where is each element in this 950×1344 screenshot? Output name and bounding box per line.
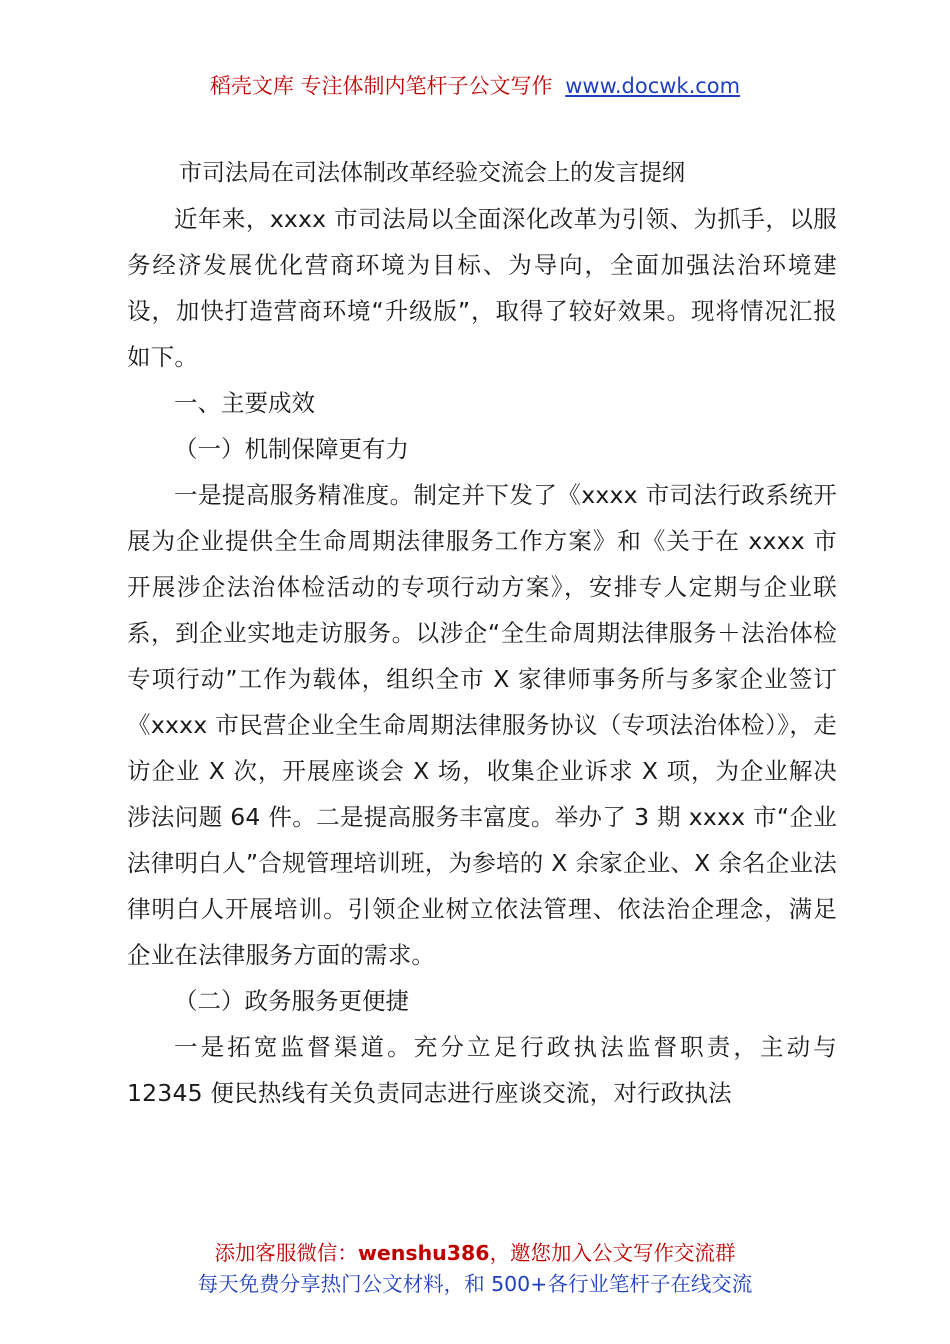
footer-wechat-line <box>0 1238 950 1269</box>
section-heading-main-results: 一、主要成效 <box>174 389 315 417</box>
document-body <box>127 150 837 1116</box>
document-title: 市司法局在司法体制改革经验交流会上的发言提纲 <box>179 160 685 186</box>
site-url-link[interactable]: www.docwk.com <box>565 74 741 98</box>
footer-wechat-prefix: 添加客服微信： <box>214 1241 358 1265</box>
footer-wechat-id: wenshu386 <box>357 1241 490 1265</box>
subsection-heading-mechanism: （一）机制保障更有力 <box>174 435 409 463</box>
footer-wechat-suffix: ，邀您加入公文写作交流群 <box>489 1241 736 1265</box>
footer-share-line: 每天免费分享热门公文材料，和 500+各行业笔杆子在线交流 <box>197 1272 753 1296</box>
intro-paragraph: 近年来，xxxx 市司法局以全面深化改革为引领、为抓手，以服务经济发展优化营商环境为目标、为导向，全面加强法治环境建设，加快打造营商环境“升级版”，取得了较好效果。现将情况汇报如下。 <box>127 205 837 371</box>
site-header-text: 稻壳文库 专注体制内笔杆子公文写作 <box>209 74 553 98</box>
subsection-body-mechanism: 一是提高服务精准度。制定并下发了《xxxx 市司法行政系统开展为企业提供全生命周期法律服务工作方案》和《关于在 xxxx 市开展涉企法治体检活动的专项行动方案》，安排专人定期与企业联系，到企业实地走访服务。以涉企“全生命周期法律服务＋法治体检专项行动”工作为载体，组织全市 X 家律师事务所与多家企业签订《xxxx 市民营企业全生命周期法律服务协议（专项法治体检）》，走访企业 X 次，开展座谈会 X 场，收集企业诉求 X 项，为企业解决涉法问题 64 件。二是提高服务丰富度。举办了 3 期 xxxx 市“企业法律明白人”合规管理培训班，为参培的 X 余家企业、X 余名企业法律明白人开展培训。引领企业树立依法管理、依法治企理念，满足企业在法律服务方面的需求。 <box>127 481 837 969</box>
subsection-heading-government-service: （二）政务服务更便捷 <box>174 987 409 1015</box>
promo-footer <box>0 1238 950 1300</box>
site-header <box>0 70 950 100</box>
subsection-body-government-service: 一是拓宽监督渠道。充分立足行政执法监督职责，主动与 12345 便民热线有关负责同志进行座谈交流，对行政执法 <box>127 1033 837 1107</box>
